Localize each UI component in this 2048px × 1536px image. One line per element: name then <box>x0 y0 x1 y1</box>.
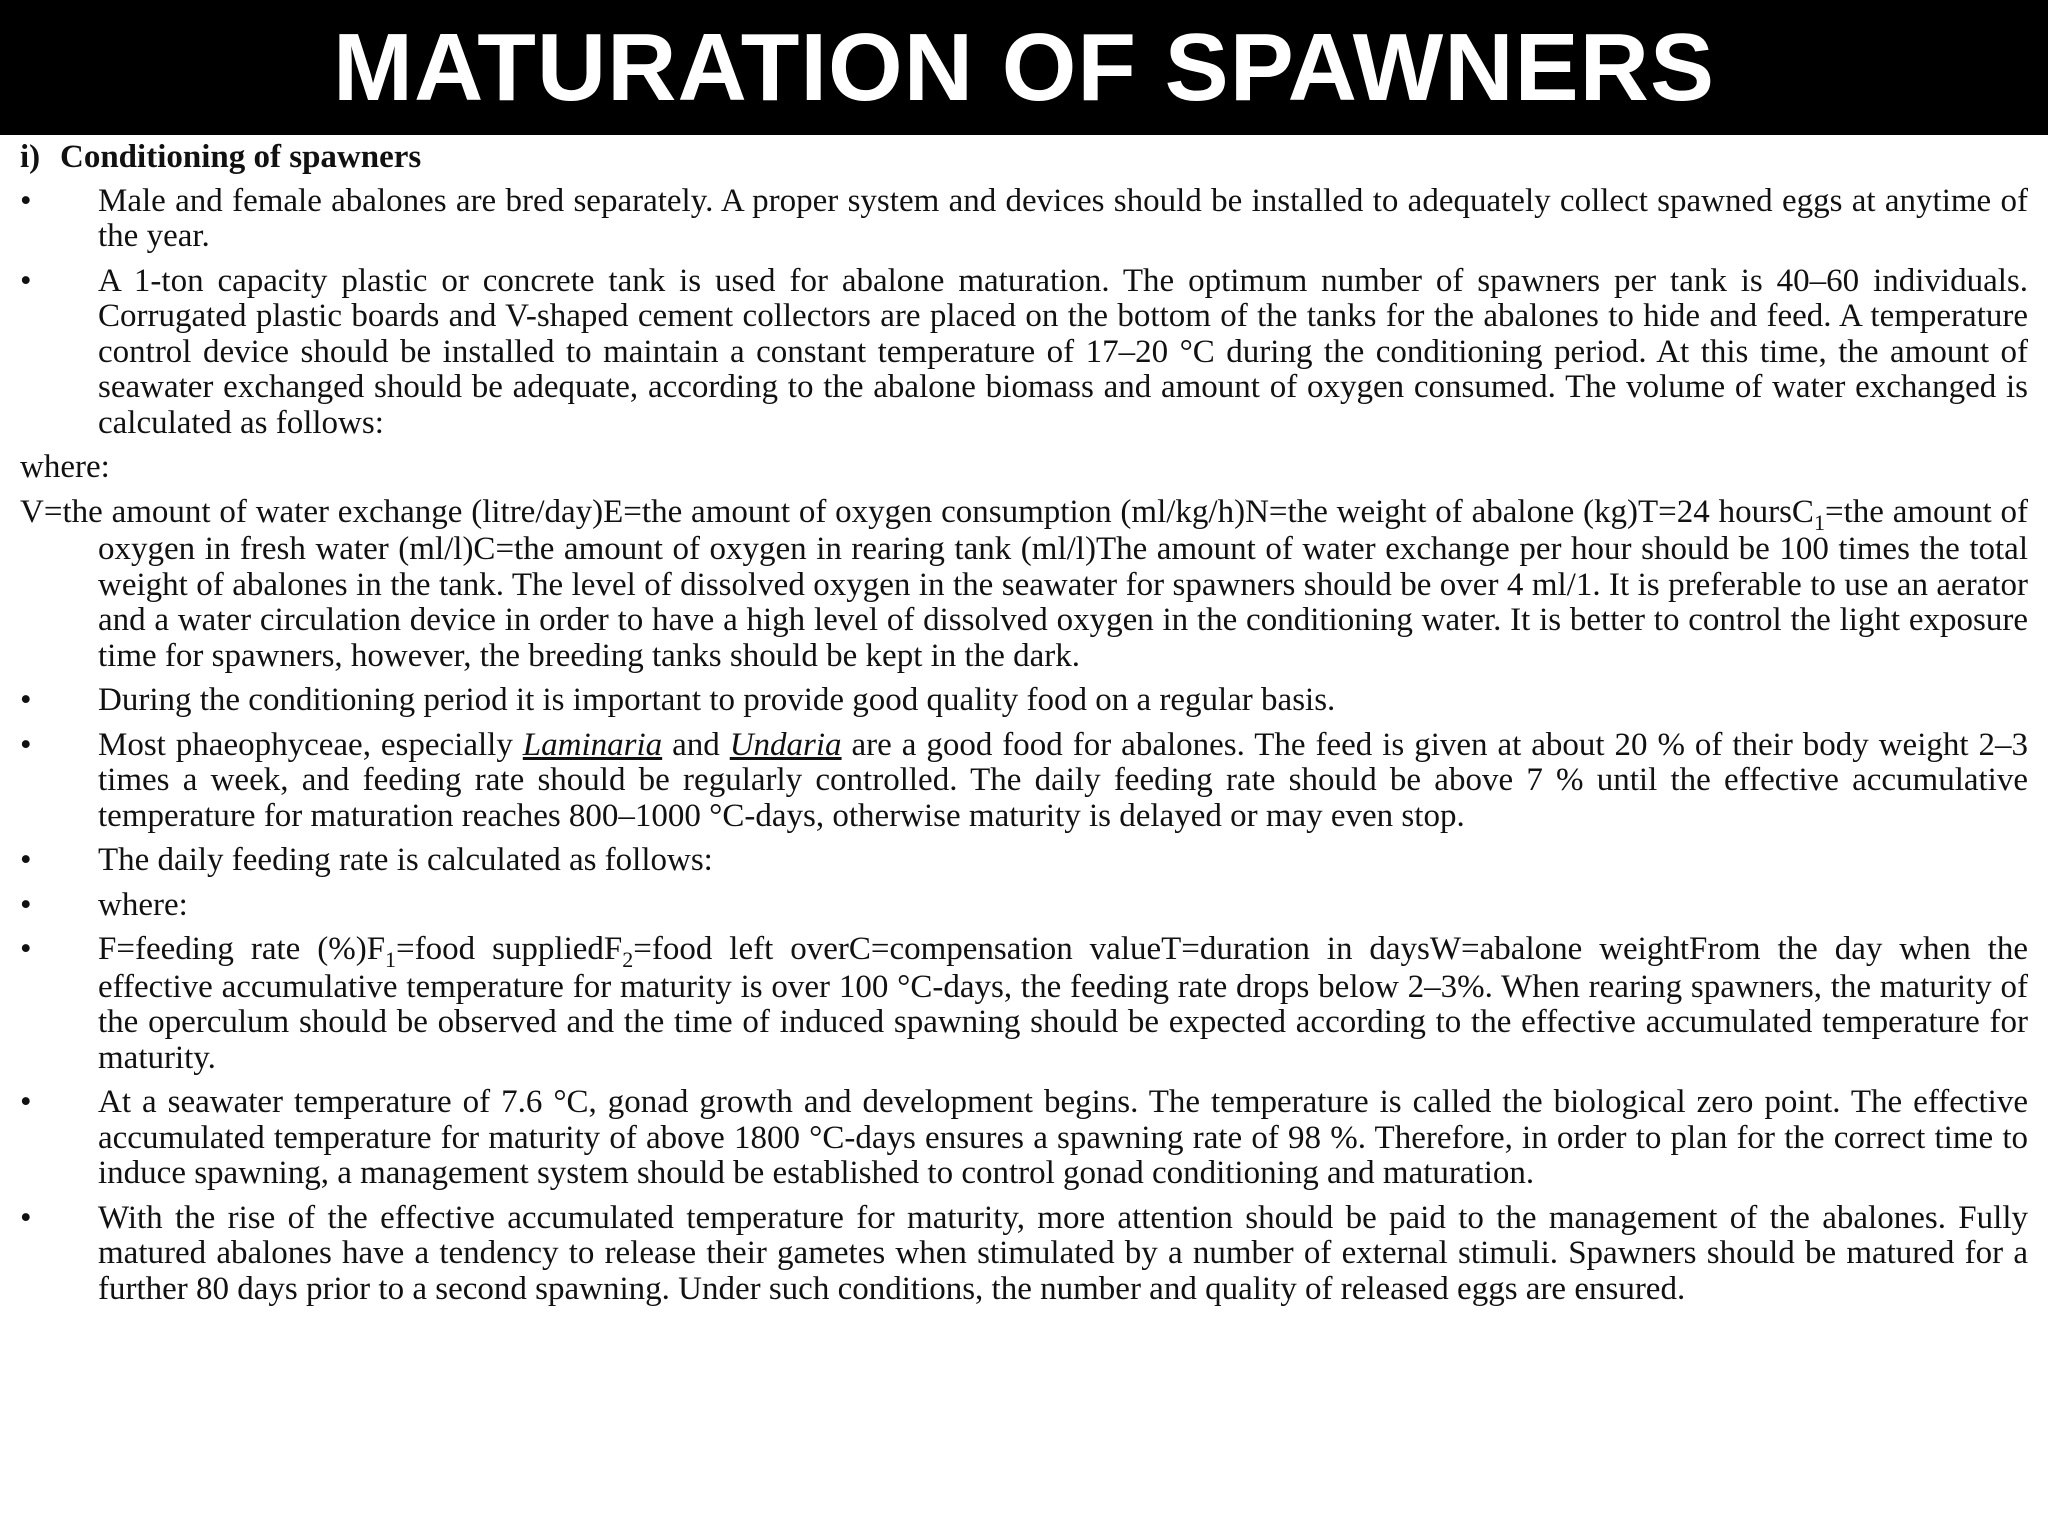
bullet-icon: • <box>20 1084 32 1120</box>
bullet-item-feeding-variables <box>20 932 2028 1076</box>
bullet-item-matured-management <box>20 1201 2028 1308</box>
title-bar <box>0 0 2048 135</box>
paragraph-text: At a seawater temperature of 7.6 °C, gonad growth and development begins. The temperature is called the biological zero point. The effective accumulated temperature for maturity of above 1800 °C-days ensures a spawning rate of 98 %. Therefore, in order to plan for the correct time to induce spawning, a management system should be established to control gonad conditioning and maturation. <box>98 1084 2028 1191</box>
variables-text: =the amount of oxygen in fresh water (ml/l)C=the amount of oxygen in rearing tank (ml/l)The amount of water exchange per hour should be 100 times the total weight of abalones in the tank. The level of dissolved oxygen in the seawater for spawners should be over 4 ml/1. It is preferable to use an aerator and a water circulation device in order to have a high level of dissolved oxygen in the conditioning water. It is better to control the light exposure time for spawners, however, the breeding tanks should be kept in the dark. <box>98 493 2028 674</box>
text-run: Most phaeophyceae, especially <box>98 726 523 763</box>
text-run: F=feeding rate (%)F <box>98 931 386 967</box>
slide-body <box>20 140 2028 1316</box>
section-heading <box>20 140 2028 176</box>
paragraph-text: During the conditioning period it is important to provide good quality food on a regular basis. <box>98 682 1336 718</box>
paragraph-text <box>98 931 2028 1076</box>
paragraph-text: A 1-ton capacity plastic or concrete tank is used for abalone maturation. The optimum number of spawners per tank is 40–60 individuals. Corrugated plastic boards and V-shaped cement collectors are placed on the bottom of the tanks for the abalones to hide and feed. A temperature control device should be installed to maintain a constant temperature of 17–20 °C during the conditioning period. At this time, the amount of seawater exchanged should be adequate, according to the abalone biomass and amount of oxygen consumed. The volume of water exchanged is calculated as follows: <box>98 262 2028 441</box>
paragraph-text: The daily feeding rate is calculated as follows: <box>98 842 713 878</box>
subscript: 1 <box>1813 509 1825 535</box>
bullet-item-biological-zero <box>20 1085 2028 1192</box>
bullet-item-tank-capacity <box>20 264 2028 442</box>
variables-text: V=the amount of water exchange (litre/day)E=the amount of oxygen consumption (ml/kg/h)N=the weight of abalone (kg)T=24 hoursC <box>20 493 1814 530</box>
genus-laminaria: Laminaria <box>522 726 663 763</box>
variables-water-exchange <box>20 495 2028 675</box>
section-number: i) <box>20 139 41 175</box>
bullet-icon: • <box>20 886 32 923</box>
text-run: =food left overC=compensation valueT=duration in daysW=abalone weightFrom the day when the effective accumulative temperature for maturity is over 100 °C-days, the feeding rate drops below 2–3%. When rearing spawners, the maturity of the operculum should be observed and the time of induced spawning should be expected according to the effective accumulated temperature for maturity. <box>98 931 2028 1076</box>
where-label: where: <box>20 449 110 485</box>
paragraph-text <box>98 727 2028 834</box>
slide-title: MATURATION OF SPAWNERS <box>333 14 1715 121</box>
genus-undaria: Undaria <box>729 726 842 763</box>
section-heading-text: Conditioning of spawners <box>60 139 422 175</box>
paragraph-text: Male and female abalones are bred separately. A proper system and devices should be installed to adequately collect spawned eggs at anytime of the year. <box>98 182 2028 254</box>
bullet-icon: • <box>20 682 32 718</box>
bullet-item-bred-separately <box>20 184 2028 255</box>
bullet-icon: • <box>20 842 32 878</box>
paragraph-text: With the rise of the effective accumulated temperature for maturity, more attention should be paid to the management of the abalones. Fully matured abalones have a tendency to release their gametes when stimulated by a number of external stimuli. Spawners should be matured for a further 80 days prior to a second spawning. Under such conditions, the number and quality of released eggs are ensured. <box>98 1199 2028 1307</box>
bullet-item-good-food <box>20 683 2028 719</box>
bullet-icon: • <box>20 182 32 219</box>
subscript: 2 <box>622 947 634 972</box>
text-run: are a good food for abalones. The feed is given at about 20 % of their body weight 2–3 times a week, and feeding rate should be regularly controlled. The daily feeding rate should be above 7 % until the effective accumulative temperature for maturation reaches 800–1000 °C-days, otherwise maturity is delayed or may even stop. <box>98 726 2028 834</box>
bullet-item-feeding-rate <box>20 843 2028 879</box>
bullet-item-where <box>20 888 2028 924</box>
bullet-icon: • <box>20 1199 32 1236</box>
text-run: and <box>662 726 730 763</box>
text-run: =food suppliedF <box>396 931 623 967</box>
subscript: 1 <box>385 947 397 972</box>
bullet-icon: • <box>20 262 32 299</box>
paragraph-text: where: <box>98 886 188 923</box>
bullet-item-phaeophyceae <box>20 728 2028 835</box>
bullet-icon: • <box>20 931 32 967</box>
bullet-icon: • <box>20 726 32 763</box>
